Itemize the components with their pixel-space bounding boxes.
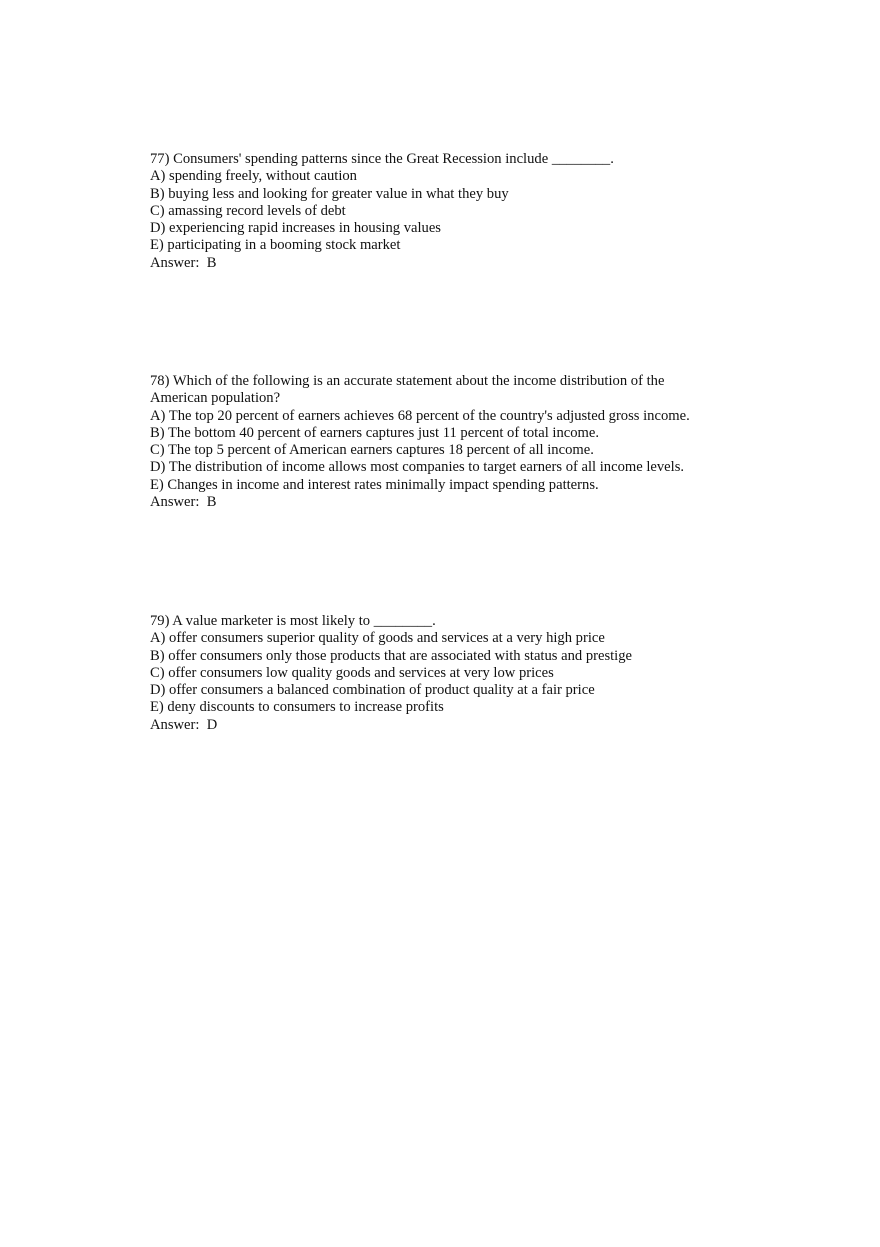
answer: Answer: B	[150, 494, 217, 511]
option-b: B) buying less and looking for greater value in what they buy	[150, 185, 509, 202]
question-stem: 77) Consumers' spending patterns since the Great Recession include ________.	[150, 151, 614, 167]
answer: Answer: D	[150, 716, 218, 733]
option-c: C) offer consumers low quality goods and services at very low prices	[150, 664, 554, 681]
option-d: D) offer consumers a balanced combination of product quality at a fair price	[150, 682, 595, 699]
option-c: C) The top 5 percent of American earners captures 18 percent of all income.	[150, 442, 594, 459]
option-c: C) amassing record levels of debt	[150, 202, 346, 219]
question-stem: 78) Which of the following is an accurate statement about the income distribution of the	[150, 373, 665, 389]
question-77	[150, 151, 750, 272]
option-a: A) spending freely, without caution	[150, 168, 357, 185]
option-b: B) The bottom 40 percent of earners captures just 11 percent of total income.	[150, 424, 600, 441]
option-d: D) experiencing rapid increases in housing values	[150, 220, 441, 237]
option-b: B) offer consumers only those products that are associated with status and prestige	[150, 647, 633, 664]
option-d: D) The distribution of income allows most companies to target earners of all income levels.	[150, 459, 685, 476]
question-78	[150, 373, 750, 511]
option-e: E) deny discounts to consumers to increase profits	[150, 699, 444, 716]
question-stem-continued: American population?	[150, 390, 281, 407]
option-e: E) Changes in income and interest rates minimally impact spending patterns.	[150, 476, 599, 493]
option-a: A) offer consumers superior quality of goods and services at a very high price	[150, 630, 605, 647]
answer: Answer: B	[150, 254, 217, 271]
option-e: E) participating in a booming stock market	[150, 237, 401, 254]
option-a: A) The top 20 percent of earners achieves 68 percent of the country's adjusted gross income.	[150, 407, 690, 424]
question-stem: 79) A value marketer is most likely to ________.	[150, 613, 436, 629]
question-79	[150, 613, 750, 734]
